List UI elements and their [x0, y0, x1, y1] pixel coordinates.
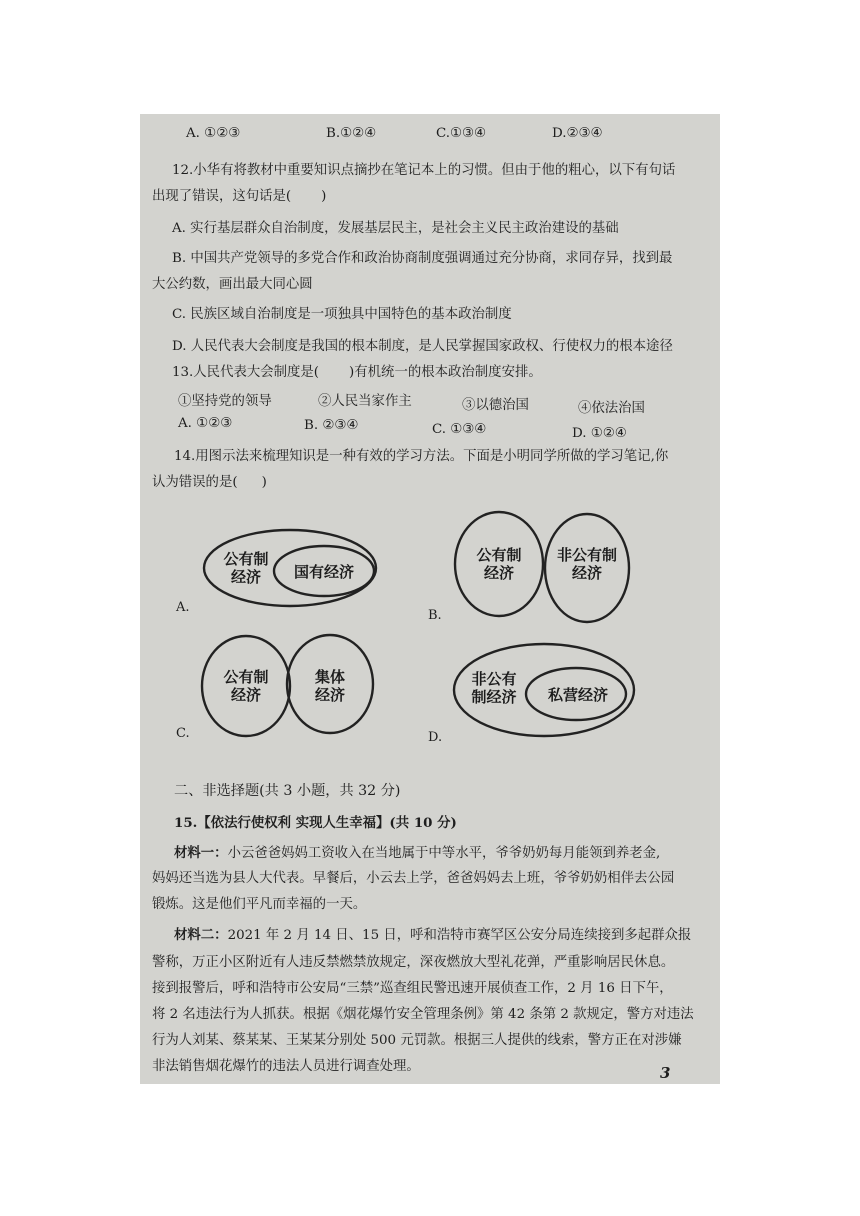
q12-option-b-line-1: B. 中国共产党领导的多党合作和政治协商制度强调通过充分协商，求同存异，找到最 — [172, 251, 673, 266]
q15-title: 15.【依法行使权利 实现人生幸福】(共 10 分) — [174, 815, 457, 831]
q12-option-b-line-2: 大公约数，画出最大同心圆 — [152, 277, 313, 292]
material-2-text: 2021 年 2 月 14 日、15 日，呼和浩特市赛罕区公安分局连续接到多起群众报 — [227, 928, 692, 943]
q13-item-2: ②人民当家作主 — [318, 394, 412, 409]
diagram-a-outer-label-1: 公有制 — [223, 550, 269, 568]
q13-stem-rest: )有机统一的根本政治制度安排。 — [349, 365, 542, 380]
diagram-b-left-label-2: 经济 — [483, 564, 515, 582]
diagram-a-outer-label-2: 经济 — [230, 568, 262, 586]
q12-stem-line-2 — [152, 188, 326, 206]
q14-stem-line-1: 14.用图示法来梳理知识是一种有效的学习方法。下面是小明同学所做的学习笔记,你 — [174, 449, 669, 464]
material-1-text: 小云爸爸妈妈工资收入在当地属于中等水平，爷爷奶奶每月能领到养老金, — [227, 846, 661, 861]
material-1-line-1 — [174, 844, 660, 863]
diagram-b-right-label-2: 经济 — [571, 564, 603, 582]
page-number: 3 — [660, 1064, 671, 1082]
diagram-b-letter: B. — [428, 608, 442, 623]
diagram-d-letter: D. — [428, 730, 443, 745]
diagram-b-left-label-1: 公有制 — [476, 546, 522, 564]
q14-stem-text: 认为错误的是( — [152, 475, 238, 490]
diagram-c — [196, 630, 382, 740]
q12-stem-line-1: 12.小华有将教材中重要知识点摘抄在笔记本上的习惯。但由于他的粗心，以下有句话 — [172, 163, 676, 178]
q12-stem-text: 出现了错误，这句话是( — [152, 189, 292, 204]
q14-stem-line-2 — [152, 474, 267, 492]
q13-option-d: D. ①②④ — [572, 426, 627, 441]
q11-option-c: C.①③④ — [436, 126, 487, 141]
q13-stem-text: 13.人民代表大会制度是( — [172, 365, 320, 380]
q12-option-a: A. 实行基层群众自治制度，发展基层民主，是社会主义民主政治建设的基础 — [172, 221, 619, 236]
q12-stem-close: ) — [321, 189, 327, 204]
q13-option-b: B. ②③④ — [304, 418, 359, 433]
material-2-line-6: 非法销售烟花爆竹的违法人员进行调查处理。 — [152, 1059, 420, 1074]
material-2-label: 材料二： — [174, 927, 228, 943]
q13-option-a: A. ①②③ — [178, 416, 233, 431]
diagram-d-inner-label: 私营经济 — [547, 686, 609, 704]
q11-option-d: D.②③④ — [552, 126, 603, 141]
diagram-c-right-label-2: 经济 — [314, 686, 346, 704]
material-1-line-2: 妈妈还当选为县人大代表。早餐后，小云去上学，爸爸妈妈去上班，爷爷奶奶相伴去公园 — [152, 871, 675, 886]
diagram-a-inner-label: 国有经济 — [293, 563, 355, 581]
diagram-d-outer-label-2: 制经济 — [471, 688, 517, 706]
material-2-line-4: 将 2 名违法行为人抓获。根据《烟花爆竹安全管理条例》第 42 条第 2 款规定，警方对违法 — [152, 1007, 694, 1022]
q12-option-c: C. 民族区域自治制度是一项独具中国特色的基本政治制度 — [172, 307, 512, 322]
material-2-line-5: 行为人刘某、蔡某某、王某某分别处 500 元罚款。根据三人提供的线索，警方正在对涉嫌 — [152, 1033, 682, 1048]
q13-item-3: ③以德治国 — [462, 398, 529, 413]
q11-option-b: B.①②④ — [326, 126, 377, 141]
q13-option-c: C. ①③④ — [432, 422, 487, 437]
q11-option-a: A. ①②③ — [186, 126, 241, 141]
diagram-b-right-label-1: 非公有制 — [556, 546, 618, 564]
q13-item-4: ④依法治国 — [578, 401, 645, 416]
material-2-line-3: 接到报警后，呼和浩特市公安局“三禁”巡查组民警迅速开展侦查工作，2 月 16 日下午， — [152, 981, 673, 996]
q13-stem — [172, 364, 542, 382]
q14-stem-close: ) — [261, 475, 267, 490]
q12-option-d: D. 人民代表大会制度是我国的根本制度，是人民掌握国家政权、行使权力的根本途径 — [172, 339, 673, 354]
diagram-a-letter: A. — [176, 600, 190, 615]
diagram-c-left-label-1: 公有制 — [223, 668, 269, 686]
material-1-label: 材料一： — [174, 845, 228, 861]
diagram-b — [450, 506, 640, 626]
diagram-c-right-label-1: 集体 — [314, 668, 346, 686]
diagram-c-letter: C. — [176, 726, 190, 741]
diagram-d-outer-label-1: 非公有 — [471, 670, 517, 688]
q13-item-1: ①坚持党的领导 — [178, 394, 272, 409]
diagram-a — [198, 524, 388, 614]
material-2-line-1 — [174, 926, 691, 945]
material-2-line-2: 警称，万正小区附近有人违反禁燃禁放规定，深夜燃放大型礼花弹，严重影响居民休息。 — [152, 955, 675, 970]
material-1-line-3: 锻炼。这是他们平凡而幸福的一天。 — [152, 897, 367, 912]
section-2-heading: 二、非选择题(共 3 小题，共 32 分) — [174, 783, 401, 799]
diagram-c-left-label-2: 经济 — [230, 686, 262, 704]
exam-paper-photo — [140, 114, 720, 1084]
diagram-d — [448, 638, 644, 742]
